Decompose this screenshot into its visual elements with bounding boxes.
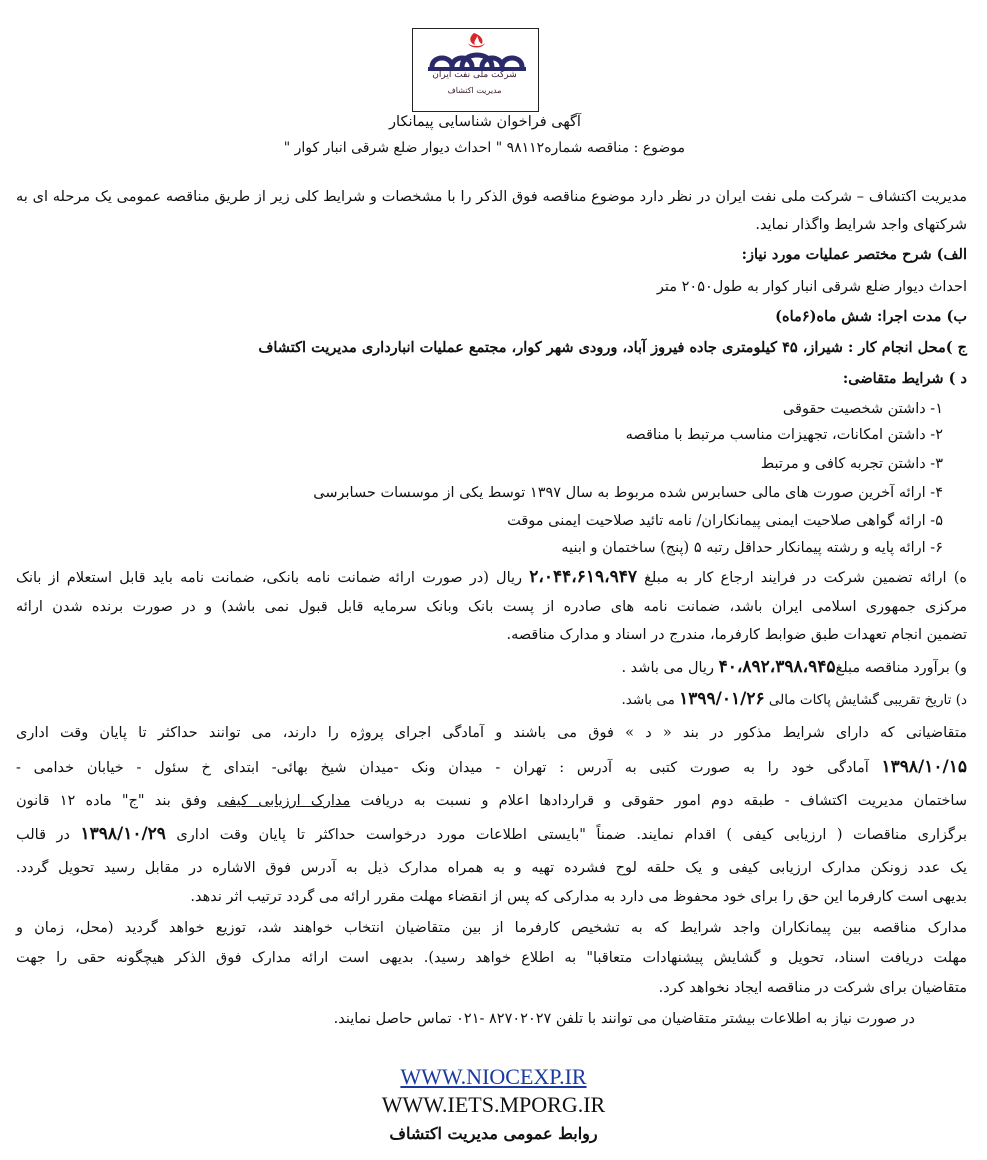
section-he-line-2: مرکزی جمهوری اسلامی ایران باشد، ضمانت نامه های صادره از پست بانک وبانک سرمایه قابل قبول نمی باشد) و در صورت برنده شدن ارائه [16,599,967,615]
logo-caption-dept: مدیریت اکتشاف [447,86,502,95]
announcement-subject: موضوع : مناقصه شماره۹۸۱۱۲ " احداث دیوار ضلع شرقی انبار کوار " [283,140,685,156]
docs-paragraph-line-1: مدارک مناقصه بین پیمانکاران واجد شرایط که به تشخیص کارفرما از بین متقاضیان انتخاب خواهند شد، توزیع خواهد گردید (محل، زمان و [16,920,967,936]
signature: روابط عمومی مدیریت اکتشاف [389,1124,598,1143]
intro-line-1: مدیریت اکتشاف – شرکت ملی نفت ایران در نظر دارد موضوع مناقصه فوق الذکر را با مشخصات و شرایط کلی زیر از طریق مناقصه عمومی یک مرحله ای به [16,189,967,205]
requirement-item: ۱- داشتن شخصیت حقوقی [782,401,943,417]
section-dal-heading: د ) شرایط متقاضی: [842,370,967,387]
niocexp-link[interactable]: WWW.NIOCEXP.IR [400,1064,587,1089]
deadline-date-1: ۱۳۹۸/۱۰/۱۵ [881,757,967,777]
contact-text: در صورت نیاز به اطلاعات بیشتر متقاضیان می توانند با تلفن ۸۲۷۰۲۰۲۷ -۰۲۱ تماس حاصل نمایند. [333,1011,915,1027]
opening-date: ۱۳۹۹/۰۱/۲۶ [679,689,765,709]
logo-caption-company: شرکت ملی نفت ایران [432,70,517,80]
requirement-item: ۵- ارائه گواهی صلاحیت ایمنی پیمانکاران/ نامه تائید صلاحیت ایمنی موقت [507,513,943,529]
opening-suffix: می باشد. [621,692,680,708]
line4-b: در قالب [16,827,81,843]
line4-a: برگزاری مناقصات ( ارزیابی کیفی ) اقدام نمایند. ضمناً "بایستی اطلاعات مورد درخواست حداکثر تا پایان وقت اداری [165,827,967,843]
line3-b: وفق بند "ج" ماده ۱۲ قانون [16,793,218,809]
requirement-item: ۳- داشتن تجربه کافی و مرتبط [760,456,943,472]
main-paragraph-line-6: بدیهی است کارفرما این حق را برای خود محفوظ می دارد به مدارکی که پس از انقضاء مهلت مقرر ارائه می گردد ترتیب اثر ندهد. [190,889,967,905]
requirement-item: ۶- ارائه پایه و رشته پیمانکار حداقل رتبه ۵ (پنج) ساختمان و ابنیه [561,540,943,556]
quality-docs-term: مدارک ارزیابی کیفی [217,793,351,809]
section-opening-date [622,688,968,711]
guarantee-amount: ۲،۰۴۴،۶۱۹،۹۴۷ [529,567,637,587]
deadline-date-2: ۱۳۹۸/۱۰/۲۹ [80,824,166,844]
main-paragraph-line-5: یک عدد زونکن مدارک ارزیابی کیفی و یک حلقه لوح فشرده تهیه و به همراه مدارک ذیل به آدرس فوق الاشاره در مقابل رسید تحویل گردد. [16,860,967,876]
section-he-text-a: ه) ارائه تضمین شرکت در فرایند ارجاع کار به مبلغ [637,570,967,586]
requirement-item: ۴- ارائه آخرین صورت های مالی حسابرس شده مربوط به سال ۱۳۹۷ توسط یکی از موسسات حسابرسی [313,485,943,501]
docs-paragraph-line-3: متقاضیان برای شرکت در مناقصه ایجاد نخواهد کرد. [658,980,967,996]
section-alef-text: احداث دیوار ضلع شرقی انبار کوار به طول۲۰۵۰ متر [656,279,967,295]
logo-emblem-icon [416,29,538,109]
estimate-suffix: ریال می باشد . [621,660,719,676]
announcement-title: آگهی فراخوان شناسایی پیمانکار [389,114,581,130]
iets-link[interactable]: WWW.IETS.MPORG.IR [381,1092,606,1117]
opening-prefix: د) تاریخ تقریبی گشایش پاکات مالی [764,692,967,708]
intro-line-2: شرکتهای واجد شرایط واگذار نماید. [755,217,967,233]
section-he-text-b: ریال (در صورت ارائه ضمانت نامه بانکی، ضمانت نامه باید قابل استعلام از بانک [16,570,530,586]
address-text: آمادگی خود را به صورت کتبی به آدرس : تهران - میدان ونک -میدان شیخ بهائی- ابتدای خ سئول - خیابان خدامی - [16,760,882,776]
section-be-text: ب) مدت اجرا: شش ماه(۶ماه) [775,308,967,325]
main-paragraph-line-1: متقاضیانی که دارای شرایط مذکور در بند « د » فوق می باشند و آمادگی اجرای پروژه را دارند، می توانند حداکثر تا پایان وقت اداری [16,725,967,741]
docs-paragraph-line-2: مهلت دریافت اسناد، تحویل و گشایش پیشنهادات متعاقبا" به اطلاع خواهد رسید). بدیهی است ارائه مدارک فوق الذکر هیچگونه حقی را جهت [16,950,967,966]
section-he-line-1 [16,566,967,589]
section-alef-heading: الف) شرح مختصر عملیات مورد نیاز: [741,246,967,263]
main-paragraph-line-4 [16,823,967,846]
section-jim-text: ج )محل انجام کار : شیراز، ۴۵ کیلومتری جاده فیروز آباد، ورودی شهر کوار، مجتمع عملیات انبارداری مدیریت اکتشاف [258,339,967,356]
line3-a: ساختمان مدیریت اکتشاف - طبقه دوم امور حقوقی و قراردادها اعلام و نسبت به دریافت [350,793,967,809]
section-he-line-3: تضمین انجام تعهدات طبق ضوابط کارفرما، مندرج در اسناد و مدارک مناقصه. [506,627,967,643]
estimate-amount: ۴۰،۸۹۲،۳۹۸،۹۴۵ [718,657,836,677]
main-paragraph-line-3 [16,790,967,812]
main-paragraph-line-2 [16,756,967,779]
estimate-prefix: و) برآورد مناقصه مبلغ [835,660,967,676]
requirement-item: ۲- داشتن امکانات، تجهیزات مناسب مرتبط با مناقصه [625,427,943,443]
section-vav [621,656,967,679]
